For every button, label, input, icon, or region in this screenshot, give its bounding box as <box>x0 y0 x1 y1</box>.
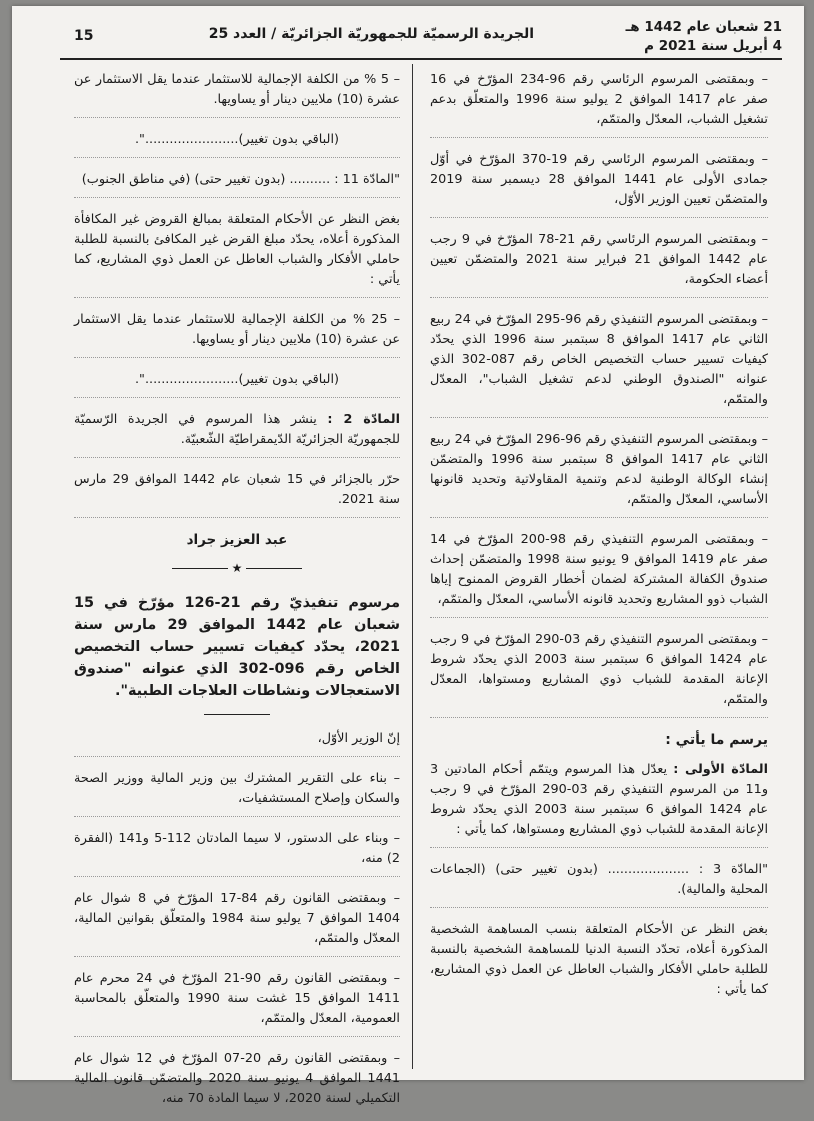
closing-paragraph: بغض النظر عن الأحكام المتعلقة بنسب المساهمة الشخصية المذكورة أعلاه، تحدّد النسبة الدنيا للمساهمة الشخصية بالنسبة للطلبة حاملي الأفكار والشباب العاطل عن العمل ذوي المشاريع، كما يأتي : <box>430 922 768 997</box>
section-separator <box>74 558 400 578</box>
separator-line <box>246 568 302 569</box>
signatory-name: عبد العزيز جراد <box>186 532 288 548</box>
article-2 <box>74 410 400 458</box>
citation-paragraph: – وبمقتضى القانون رقم 20-07 المؤرّخ في 12 شوال عام 1441 الموافق 4 يونيو سنة 2020 والمتضمّن قانون المالية التكميلي لسنة 2020، لا سيما المادة 70 منه، <box>74 1051 400 1106</box>
citation-paragraph: – وبمقتضى المرسوم الرئاسي رقم 19-370 المؤرّخ في أوّل جمادى الأولى عام 1441 الموافق 28 ديسمبر سنة 2019 والمتضمّن تعيين الوزير الأوّل، <box>430 150 768 218</box>
citation-paragraph: – وبمقتضى المرسوم الرئاسي رقم 21-78 المؤرّخ في 9 رجب عام 1442 الموافق 21 فبراير سنة 2021 والمتضمّن تعيين أعضاء الحكومة، <box>430 230 768 298</box>
separator-line <box>172 568 228 569</box>
loan-rate-paragraph: – 25 % من الكلفة الإجمالية للاستثمار عندما يقل الاستثمار عن عشرة (10) ملايين دينار أو يساويها. <box>74 310 400 358</box>
citation-paragraph: – وبمقتضى المرسوم التنفيذي رقم 96-296 المؤرّخ في 24 ربيع الثاني عام 1417 الموافق 8 سبتمبر سنة 1996 والمتضمّن إنشاء الوكالة الوطنية لدعم وتنمية المقاولاتية وتحديد قانونها الأساسي، المعدّل والمتمّم، <box>430 430 768 518</box>
date-gregorian: 4 أبريل سنة 2021 م <box>644 38 782 54</box>
prime-minister-line: إنّ الوزير الأوّل، <box>74 729 400 757</box>
date-hijri: 21 شعبان عام 1442 هـ <box>625 19 782 35</box>
column-divider <box>412 64 413 1069</box>
journal-page <box>12 6 804 1106</box>
article-1 <box>430 760 768 848</box>
contribution-rate-paragraph: – 5 % من الكلفة الإجمالية للاستثمار عندما يقل الاستثمار عن عشرة (10) ملايين دينار أو يساويها. <box>74 70 400 118</box>
citation-paragraph: – بناء على التقرير المشترك بين وزير المالية ووزير الصحة والسكان وإصلاح المستشفيات، <box>74 769 400 817</box>
decrees-heading: يرسم ما يأتي : <box>665 732 768 748</box>
done-at: حرّر بالجزائر في 15 شعبان عام 1442 الموافق 29 مارس سنة 2021. <box>74 470 400 518</box>
article-3-quote: "المادّة 3 : .................... (بدون تغيير حتى) (الجماعات المحلية والمالية). <box>430 860 768 908</box>
citation-paragraph: – وبمقتضى القانون رقم 90-21 المؤرّخ في 24 محرم عام 1411 الموافق 15 غشت سنة 1990 والمتعلّق بالمحاسبة العمومية، المعدّل والمتمّم، <box>74 969 400 1037</box>
article-11-quote: "المادّة 11 : .......... (بدون تغيير حتى) (في مناطق الجنوب) <box>74 170 400 198</box>
citation-paragraph: – وبمقتضى المرسوم الرئاسي رقم 96-234 المؤرّخ في 16 صفر عام 1417 الموافق 2 يوليو سنة 1996 والمتعلّق بدعم تشغيل الشباب، المعدّل والمتمّم، <box>430 70 768 138</box>
left-column <box>74 70 400 1121</box>
star-icon: ★ <box>231 561 243 575</box>
page-header <box>60 16 782 60</box>
issue-date <box>626 18 782 56</box>
article-2-label: المادّة 2 : <box>327 412 400 427</box>
article-2-text: ينشر هذا المرسوم في الجريدة الرّسميّة للجمهوريّة الجزائريّة الدّيمقراطيّة الشّعبيّة. <box>74 412 400 447</box>
page-number: 15 <box>74 28 94 44</box>
title-rule <box>204 714 270 715</box>
citation-paragraph: – وبمقتضى المرسوم التنفيذي رقم 98-200 المؤرّخ في 14 صفر عام 1419 الموافق 9 يونيو سنة 1998 والمتضمّن إحداث صندوق الكفالة المشتركة لضمان أخطار القروض الممنوح إياها الشباب ذوو المشاريع وتحديد قانونه الأساسي، المعدّل والمتمّم، <box>430 530 768 618</box>
article-1-label: المادّة الأولى : <box>673 762 768 777</box>
citation-paragraph: – وبمقتضى المرسوم التنفيذي رقم 96-295 المؤرّخ في 24 ربيع الثاني عام 1417 الموافق 8 سبتمبر سنة 1996 الذي يحدّد كيفيات تسيير حساب التخصيص الخاص رقم 087-302 الذي عنوانه "الصندوق الوطني لدعم تشغيل الشباب"، المعدّل والمتمّم، <box>430 310 768 418</box>
remainder-unchanged: (الباقي بدون تغيير).......................". <box>74 130 400 158</box>
citation-paragraph: – وبمقتضى القانون رقم 84-17 المؤرّخ في 8 شوال عام 1404 الموافق 7 يوليو سنة 1984 والمتعلّق بقوانين المالية، المعدّل والمتمّم، <box>74 889 400 957</box>
right-column <box>430 70 768 1012</box>
citation-paragraph: – وبمقتضى المرسوم التنفيذي رقم 03-290 المؤرّخ في 9 رجب عام 1424 الموافق 6 سبتمبر سنة 2003 الذي يحدّد شروط الإعانة المقدمة للشباب ذوي المشاريع ومستواها، المعدّل والمتمّم، <box>430 630 768 718</box>
article-1-text: يعدّل هذا المرسوم ويتمّم أحكام المادتين 3 و11 من المرسوم التنفيذي رقم 03-290 المؤرّخ في 9 رجب عام 1424 الموافق 6 سبتمبر سنة 2003 الذي يحدّد شروط الإعانة المقدمة للشباب ذوي المشاريع ومستواها، كما يأتي : <box>430 762 768 837</box>
citation-paragraph: – وبناء على الدستور، لا سيما المادتان 112-5 و141 (الفقرة 2) منه، <box>74 829 400 877</box>
decree-title: مرسوم تنفيذيّ رقم 21-126 مؤرّخ في 15 شعبان عام 1442 الموافق 29 مارس سنة 2021، يحدّد كيفيات تسيير حساب التخصيص الخاص رقم 096-302 الذي عنوانه "صندوق الاستعجالات ونشاطات العلاجات الطبية". <box>74 595 400 699</box>
loan-paragraph: بغض النظر عن الأحكام المتعلقة بمبالغ القروض غير المكافأة المذكورة أعلاه، يحدّد مبلغ القرض غير المكافئ بالنسبة للطلبة حاملي الأفكار والشباب العاطل عن العمل ذوي المشاريع، كما يأتي : <box>74 210 400 298</box>
remainder-unchanged: (الباقي بدون تغيير).......................". <box>74 370 400 398</box>
journal-title: الجريدة الرسميّة للجمهوريّة الجزائريّة / العدد 25 <box>208 26 534 42</box>
